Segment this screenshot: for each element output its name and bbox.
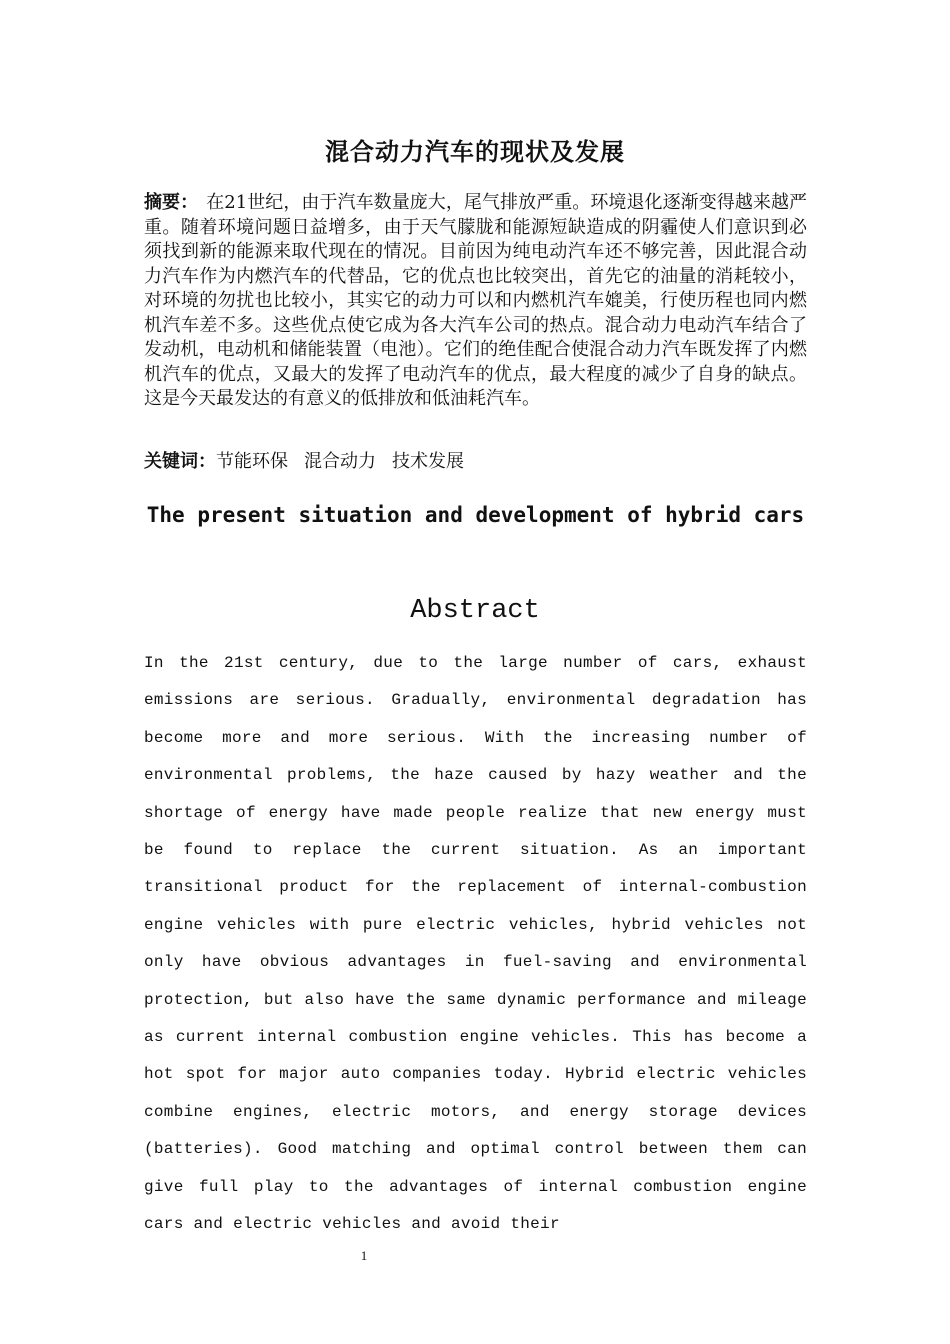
keyword-item: 技术发展: [392, 451, 464, 472]
chinese-abstract: [144, 191, 807, 412]
keyword-item: 节能环保: [216, 451, 288, 472]
chinese-abstract-text: 在21世纪，由于汽车数量庞大，尾气排放严重。环境退化逐渐变得越来越严重。随着环境问题日益增多，由于天气朦胧和能源短缺造成的阴霾使人们意识到必须找到新的能源来取代现在的情况。目前因为纯电动汽车还不够完善，因此混合动力汽车作为内燃汽车的代替品，它的优点也比较突出，首先它的油量的消耗较小，对环境的勿扰也比较小，其实它的动力可以和内燃机汽车媲美，行使历程也同内燃机汽车差不多。这些优点使它成为各大汽车公司的热点。混合动力电动汽车结合了发动机，电动机和储能装置（电池）。它们的绝佳配合使混合动力汽车既发挥了内燃机汽车的优点，又最大的发挥了电动汽车的优点，最大程度的减少了自身的缺点。这是今天最发达的有意义的低排放和低油耗汽车。: [144, 192, 808, 409]
chinese-keywords: [144, 450, 807, 474]
english-title: The present situation and development of hybrid cars: [146, 503, 805, 527]
page-number: 1: [360, 1248, 368, 1263]
english-abstract-heading: Abstract: [410, 596, 540, 626]
chinese-keywords-label: 关键词：: [144, 451, 216, 472]
chinese-title: 混合动力汽车的现状及发展: [325, 138, 625, 166]
keyword-item: 混合动力: [304, 451, 376, 472]
english-abstract-text: In the 21st century, due to the large number of cars, exhaust emissions are serious. Gradually, environmental degradation has become more and more serious. With the increasing number of environmental problems, the haze caused by hazy weather and the shortage of energy have made people realize that new energy must be found to replace the current situation. As an important transitional product for the replacement of internal-combustion engine vehicles with pure electric vehicles, hybrid vehicles not only have obvious advantages in fuel-saving and environmental protection, but also have the same dynamic performance and mileage as current internal combustion engine vehicles. This has become a hot spot for major auto companies today. Hybrid electric vehicles combine engines, electric motors, and energy storage devices (batteries). Good matching and optimal control between them can give full play to the advantages of internal combustion engine cars and electric vehicles and avoid their: [144, 654, 807, 1234]
chinese-abstract-label: 摘要：: [144, 192, 199, 213]
